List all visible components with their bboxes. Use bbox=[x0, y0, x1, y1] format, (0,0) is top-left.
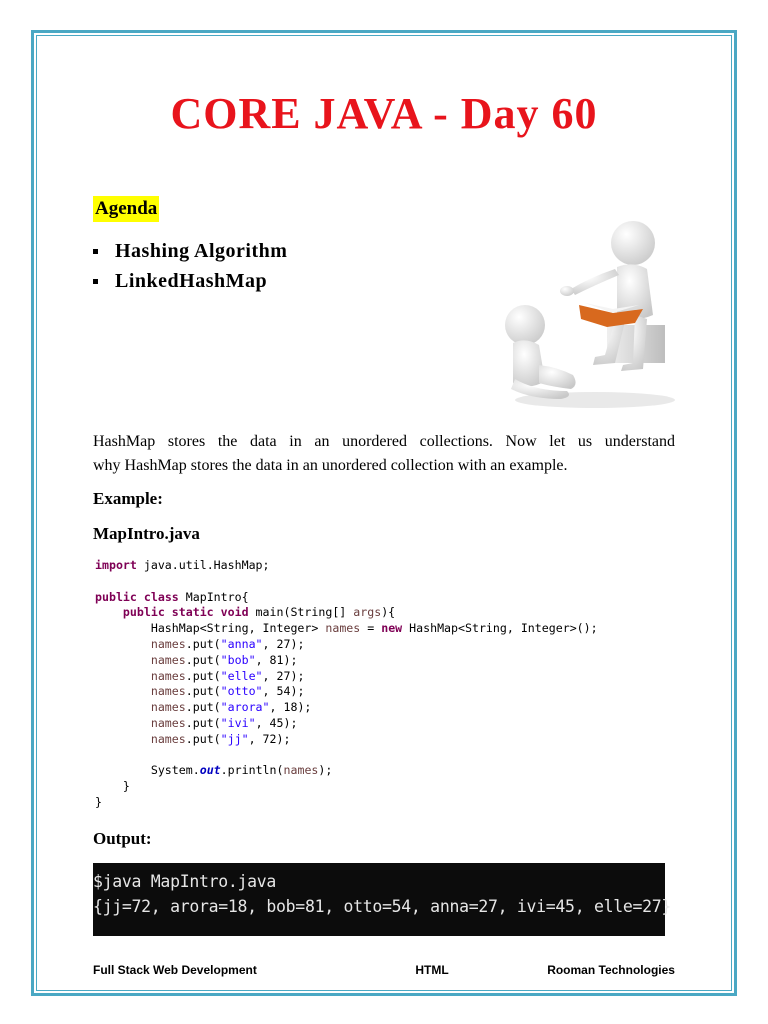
footer-right: Rooman Technologies bbox=[547, 963, 675, 977]
footer-left: Full Stack Web Development bbox=[93, 963, 257, 977]
output-heading: Output: bbox=[93, 829, 152, 848]
teacher-child-illustration bbox=[495, 215, 675, 410]
agenda-list bbox=[93, 236, 287, 296]
agenda-item: LinkedHashMap bbox=[93, 266, 287, 296]
filename-heading: MapIntro.java bbox=[93, 524, 200, 543]
agenda-item: Hashing Algorithm bbox=[93, 236, 287, 266]
bullet-icon bbox=[93, 279, 98, 284]
code-block: import java.util.HashMap; public class MapIntro{ public static void main(String[] args){ HashMap<String, Integer> names = new HashMap<String, Integer>(); names.put("anna", 27); names.put("bob", 81); names.put("elle", 27); names.put("otto", 54); names.put("arora", 18); names.put("ivi", 45); names.put("jj", 72); System.out.println(names); } } bbox=[95, 558, 598, 809]
page-footer bbox=[93, 963, 675, 977]
terminal-output bbox=[93, 863, 672, 936]
footer-center: HTML bbox=[415, 963, 449, 977]
page-title: CORE JAVA - Day 60 bbox=[170, 89, 598, 138]
terminal-result: {jj=72, arora=18, bob=81, otto=54, anna=27, ivi=45, elle=27} bbox=[93, 897, 672, 916]
agenda-label: Agenda bbox=[93, 196, 159, 222]
example-heading: Example: bbox=[93, 489, 163, 508]
bullet-icon bbox=[93, 249, 98, 254]
terminal-command: $java MapIntro.java bbox=[93, 872, 277, 891]
intro-paragraph: HashMap stores the data in an unordered collections. Now let us understand why HashMap stores the data in an unordered collection with an example. bbox=[93, 433, 675, 474]
